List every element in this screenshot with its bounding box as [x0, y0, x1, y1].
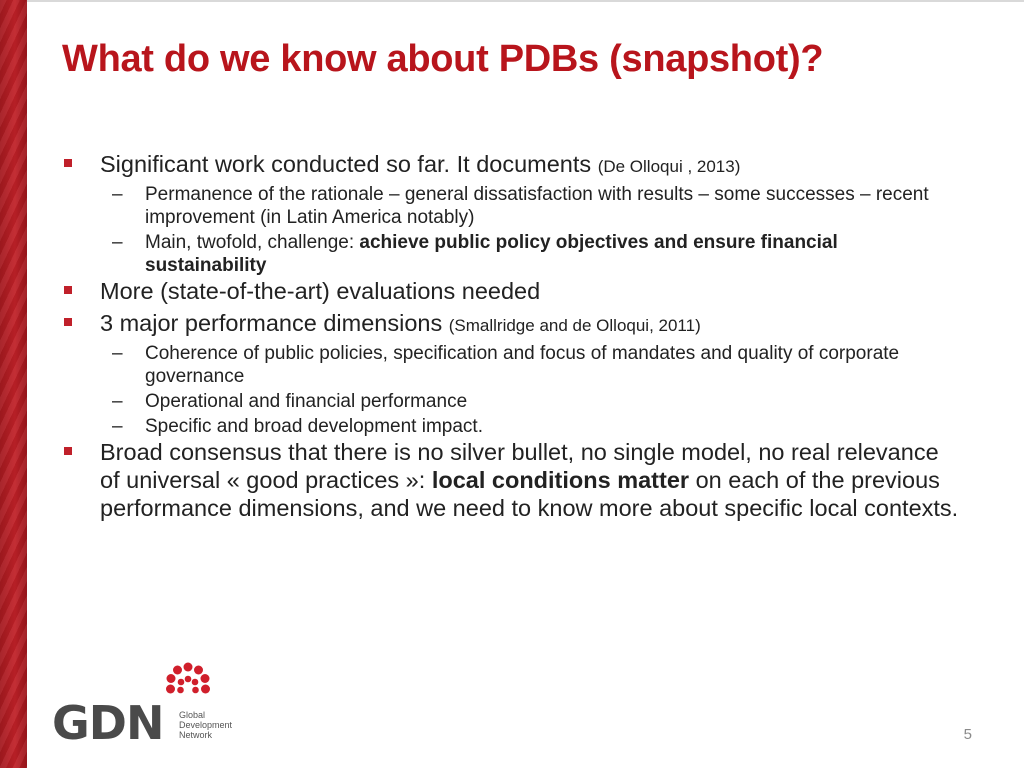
bullet-significant-work: [62, 150, 962, 181]
dash-bullet-icon: –: [112, 343, 123, 364]
square-bullet-icon: [64, 318, 72, 326]
sub-bullet-challenge: [62, 231, 962, 277]
citation: (De Olloqui , 2013): [597, 157, 741, 176]
logo-tagline: Global Development Network: [179, 710, 233, 740]
decorative-side-bar: [0, 0, 27, 768]
sub-bullet-text: Main, twofold, challenge: achieve public policy objectives and ensure financial sustainability: [145, 232, 838, 276]
sub-bullet-text: Specific and broad development impact.: [145, 416, 483, 437]
dash-bullet-icon: –: [112, 391, 123, 412]
dash-bullet-icon: –: [112, 416, 123, 437]
sub-bullet-text: Operational and financial performance: [145, 391, 468, 412]
emphasis-text: achieve public policy objectives and ensure financial sustainability: [145, 232, 838, 276]
emphasis-text: local conditions matter: [431, 467, 690, 493]
bullet-text: More (state-of-the-art) evaluations needed: [100, 278, 541, 304]
slide-title: What do we know about PDBs (snapshot)?: [62, 38, 824, 80]
sub-bullet-permanence: [62, 183, 962, 229]
sub-bullet-impact: [62, 415, 962, 438]
bullet-performance-dimensions: [62, 309, 962, 340]
dash-bullet-icon: –: [112, 232, 123, 253]
sub-bullet-text: Permanence of the rationale – general dissatisfaction with results – some successes – recent improvement (in Latin America notably): [145, 184, 929, 228]
sub-bullet-text: Coherence of public policies, specification and focus of mandates and quality of corporate governance: [145, 343, 900, 387]
page-number: 5: [963, 726, 972, 743]
dash-bullet-icon: –: [112, 184, 123, 205]
gdn-logo: [52, 660, 252, 750]
sub-bullet-coherence: [62, 342, 962, 388]
slide-content: [62, 150, 962, 522]
bullet-text: Significant work conducted so far. It documents (De Olloqui , 2013): [100, 151, 741, 177]
flower-logo-icon: [160, 660, 216, 716]
bullet-broad-consensus: [62, 438, 962, 522]
citation: (Smallridge and de Olloqui, 2011): [448, 316, 701, 335]
square-bullet-icon: [64, 447, 72, 455]
bullet-text: 3 major performance dimensions (Smallridge and de Olloqui, 2011): [100, 310, 701, 336]
sub-bullet-operational: [62, 390, 962, 413]
bullet-text: Broad consensus that there is no silver bullet, no single model, no real relevance of universal « good practices »: local conditions matter on each of the previous performance dimensions, and we need to know more about specific local contexts.: [100, 439, 959, 521]
bullet-evaluations: [62, 277, 962, 305]
top-divider: [27, 0, 1024, 2]
square-bullet-icon: [64, 286, 72, 294]
square-bullet-icon: [64, 159, 72, 167]
logo-wordmark: GDN: [52, 696, 164, 750]
